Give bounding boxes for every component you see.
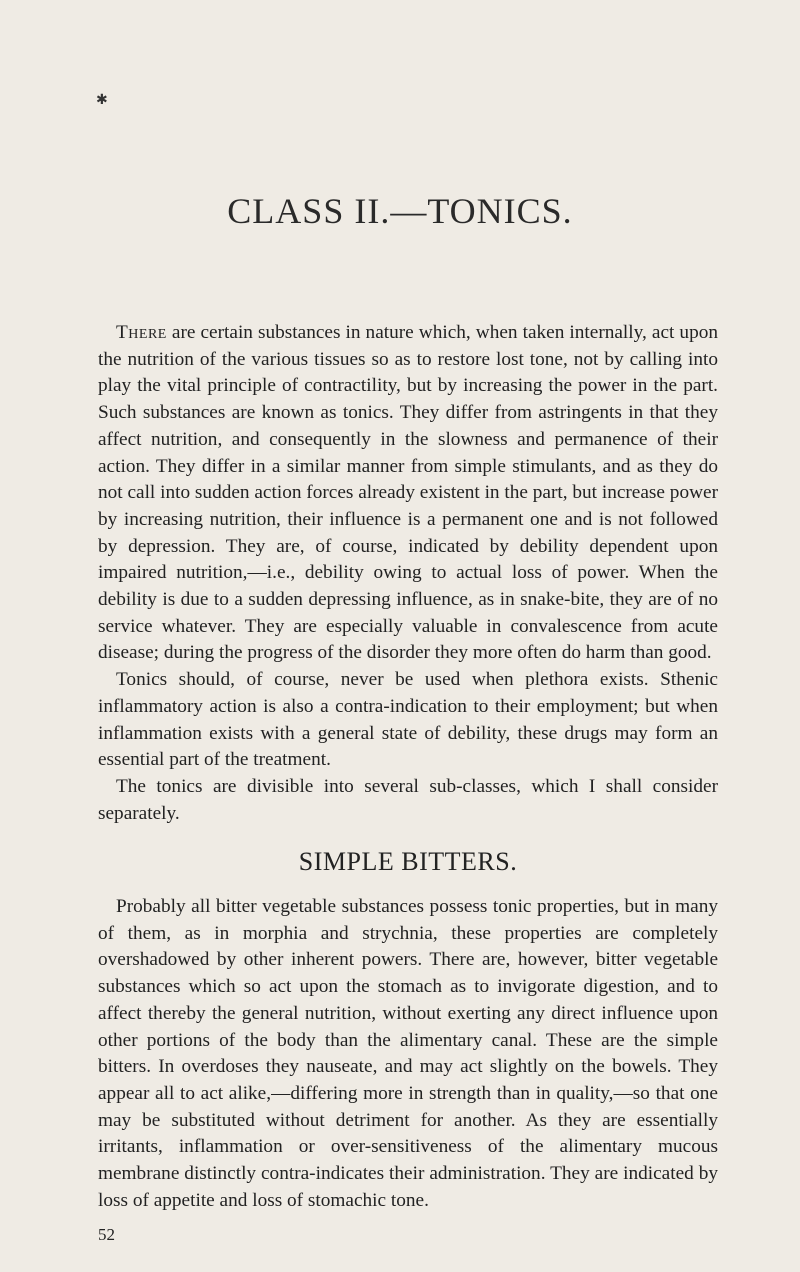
page-number: 52 <box>98 1225 115 1244</box>
intro-paragraph-2: Tonics should, of course, never be used when plethora exists. Sthenic inflammatory action is also a contra-indication to their employment; but when inflammation exists with a general state of debility, these drugs may form an essential part of the treatment. <box>98 669 718 771</box>
section-paragraph-1: Probably all bitter vegetable substances possess tonic properties, but in many of them, as in morphia and strychnia, these properties are completely overshadowed by other inherent powers. There are, however, bitter vegetable substances which so act upon the stomach as to invigorate digestion, and to affect thereby the general nutrition, without exerting any direct influence upon other portions of the body than the alimentary canal. These are the simple bitters. In overdoses they nauseate, and may act slightly on the bowels. They appear all to act alike,—differing more in strength than in quality,—so that one may be substituted without detriment for another. As they are essentially irritants, inflammation or over-sensitiveness of the alimentary mucous membrane distinctly contra-indicates their administration. They are indicated by loss of appetite and loss of stomachic tone. <box>98 896 718 1211</box>
body-text <box>98 320 718 1215</box>
section-heading: SIMPLE BITTERS. <box>298 847 518 877</box>
page-mark: ✱ <box>96 92 108 108</box>
chapter-title: CLASS II.—TONICS. <box>227 191 573 231</box>
lead-word: There <box>116 322 167 343</box>
intro-paragraph-1-text: are certain substances in nature which, when taken internally, act upon the nutrition of the various tissues so as to restore lost tone, not by calling into play the vital principle of contractility, but by increasing the power in the part. Such substances are known as tonics. They differ from astringents in that they affect nutrition, and consequently in the slowness and permanence of their action. They differ in a similar manner from simple stimulants, and as they do not call into sudden action forces already existent in the part, but increase power by increasing nutrition, their influence is a permanent one and is not followed by depression. They are, of course, indicated by debility dependent upon impaired nutrition,—i.e., debility owing to actual loss of power. When the debility is due to a sudden depressing influence, as in snake-bite, they are of no service whatever. They are especially valuable in convalescence from acute disease; during the progress of the disorder they more often do harm than good. <box>98 322 718 664</box>
intro-paragraph-3: The tonics are divisible into several sub-classes, which I shall consider separately. <box>98 775 718 824</box>
intro-paragraph-1 <box>98 320 718 667</box>
